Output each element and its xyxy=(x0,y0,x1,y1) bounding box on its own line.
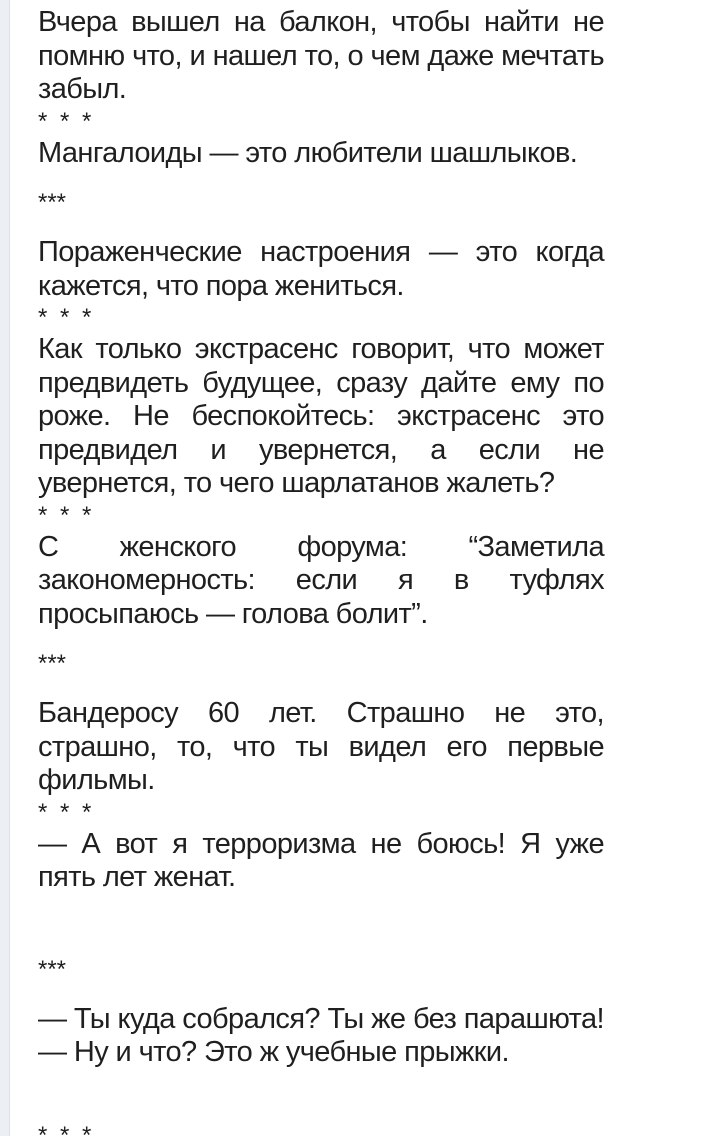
separator: *** xyxy=(38,955,67,983)
joke-text: — Ты куда собрался? Ты же без парашюта! xyxy=(38,1002,604,1035)
joke-text: Вчера вышел на балкон, чтобы найти не помню что, и нашел то, о чем даже мечтать забыл. xyxy=(38,6,604,105)
joke-text: Пораженческие настроения — это когда кажется, что пора жениться. xyxy=(38,236,604,302)
joke-text: — Ну и что? Это ж учебные прыжки. xyxy=(38,1036,509,1068)
separator: * * * xyxy=(38,107,95,135)
joke-text: С женского форума: “Заметила закономерность: если я в туфлях просыпаюсь — голова болит”. xyxy=(38,530,604,630)
separator: * * * xyxy=(38,798,95,826)
separator: * * * xyxy=(38,501,95,529)
separator: *** xyxy=(38,189,67,216)
joke-text: Бандеросу 60 лет. Страшно не это, страшно, то, что ты видел его первые фильмы. xyxy=(38,697,604,796)
joke-text: — А вот я терроризма не боюсь! Я уже пять лет женат. xyxy=(38,827,604,893)
separator: *** xyxy=(38,650,67,677)
joke-text: Как только экстрасенс говорит, что может предвидеть будущее, сразу дайте ему по роже. Не беспокойтесь: экстрасенс это предвидел и увернется, а если не увернется, то чего шарлатанов жалеть? xyxy=(38,333,604,499)
left-edge-border xyxy=(0,0,10,1136)
joke-text: Мангалоиды — это любители шашлыков. xyxy=(38,136,578,169)
separator: * * * xyxy=(38,304,95,331)
jokes-article xyxy=(38,6,604,1070)
separator-cut-off: * * * xyxy=(38,1122,95,1136)
